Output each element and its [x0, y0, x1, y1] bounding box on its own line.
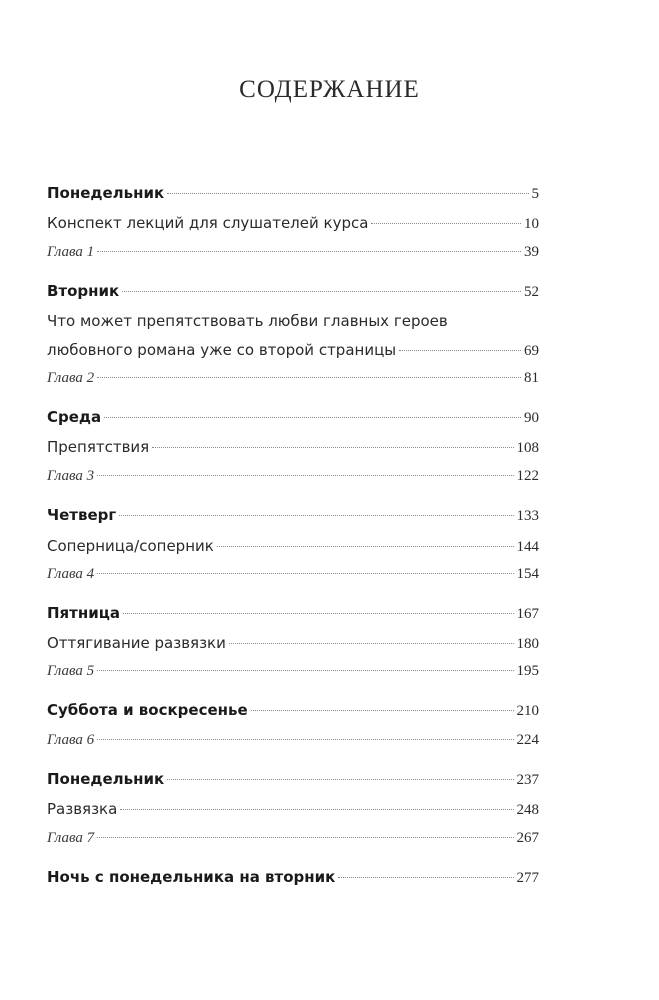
entry-label: Глава 3 — [47, 468, 95, 484]
entry-label: Глава 5 — [47, 663, 95, 679]
entry-page-number: 154 — [516, 566, 539, 582]
entry-label: Среда — [47, 408, 102, 426]
toc-entry-day[interactable] — [47, 279, 539, 303]
entry-page-number: 39 — [524, 244, 539, 260]
dot-leader — [371, 223, 521, 224]
entry-page-number: 122 — [516, 468, 539, 484]
entry-label: Препятствия — [47, 438, 150, 456]
entry-page-number: 90 — [524, 410, 539, 426]
entry-label: Развязка — [47, 800, 118, 818]
dot-leader — [167, 779, 513, 780]
entry-page-number: 81 — [524, 370, 539, 386]
dot-leader — [97, 573, 513, 574]
toc-entry-day[interactable] — [47, 601, 539, 625]
dot-leader — [97, 837, 513, 838]
toc-entry-day[interactable] — [47, 865, 539, 889]
dot-leader — [97, 377, 521, 378]
entry-label: Вторник — [47, 282, 120, 300]
toc-entry-section[interactable] — [47, 534, 539, 558]
entry-label: Глава 1 — [47, 244, 95, 260]
entry-page-number: 267 — [516, 830, 539, 846]
toc-entry-chapter[interactable] — [47, 366, 539, 390]
toc-entry-chapter[interactable] — [47, 659, 539, 683]
dot-leader — [119, 515, 513, 516]
toc-entry-section[interactable] — [47, 211, 539, 235]
entry-label: Глава 6 — [47, 732, 95, 748]
toc-entry-day[interactable] — [47, 698, 539, 722]
toc-entry-day[interactable] — [47, 181, 539, 205]
dot-leader — [167, 193, 528, 194]
dot-leader — [104, 417, 521, 418]
entry-page-number: 5 — [531, 186, 539, 202]
entry-page-number: 167 — [516, 606, 539, 622]
entry-label: Глава 2 — [47, 370, 95, 386]
entry-page-number: 133 — [516, 508, 539, 524]
toc-entry-section-first-line[interactable]: Что может препятствовать любви главных героев — [47, 312, 448, 330]
entry-label: Понедельник — [47, 770, 165, 788]
entry-page-number: 180 — [516, 636, 539, 652]
dot-leader — [97, 251, 521, 252]
toc-entry-chapter[interactable] — [47, 464, 539, 488]
entry-label: Глава 7 — [47, 830, 95, 846]
toc-entry-chapter[interactable] — [47, 826, 539, 850]
entry-page-number: 52 — [524, 284, 539, 300]
toc-entry-chapter[interactable] — [47, 562, 539, 586]
dot-leader — [123, 613, 514, 614]
entry-page-number: 195 — [516, 663, 539, 679]
entry-label: Оттягивание развязки — [47, 634, 226, 652]
entry-page-number: 277 — [516, 870, 539, 886]
toc-entry-section[interactable] — [47, 631, 539, 655]
entry-page-number: 144 — [516, 539, 539, 555]
dot-leader — [122, 291, 521, 292]
dot-leader — [152, 447, 513, 448]
entry-label: Ночь с понедельника на вторник — [47, 868, 336, 886]
page-title: СОДЕРЖАНИЕ — [239, 76, 420, 103]
dot-leader — [97, 739, 513, 740]
toc-entry-chapter[interactable] — [47, 240, 539, 264]
entry-label: Понедельник — [47, 184, 165, 202]
toc-entry-day[interactable] — [47, 405, 539, 429]
toc-entry-day[interactable] — [47, 767, 539, 791]
entry-label: Глава 4 — [47, 566, 95, 582]
dot-leader — [97, 670, 513, 671]
toc-entry-section[interactable] — [47, 435, 539, 459]
dot-leader — [251, 710, 514, 711]
toc-entry-day[interactable] — [47, 503, 539, 527]
dot-leader — [217, 546, 514, 547]
dot-leader — [120, 809, 513, 810]
entry-page-number: 108 — [516, 440, 539, 456]
entry-page-number: 224 — [516, 732, 539, 748]
entry-label: Четверг — [47, 506, 117, 524]
entry-page-number: 210 — [516, 703, 539, 719]
entry-label: любовного романа уже со второй страницы — [47, 341, 397, 359]
entry-page-number: 237 — [516, 772, 539, 788]
dot-leader — [399, 350, 521, 351]
entry-page-number: 10 — [524, 216, 539, 232]
entry-page-number: 248 — [516, 802, 539, 818]
toc-entry-section[interactable] — [47, 797, 539, 821]
entry-label: Суббота и воскресенье — [47, 701, 248, 719]
dot-leader — [338, 877, 513, 878]
entry-label: Соперница/соперник — [47, 537, 214, 555]
entry-page-number: 69 — [524, 343, 539, 359]
entry-label: Конспект лекций для слушателей курса — [47, 214, 369, 232]
toc-entry-section[interactable] — [47, 338, 539, 362]
toc-entry-chapter[interactable] — [47, 728, 539, 752]
dot-leader — [97, 475, 513, 476]
entry-label: Пятница — [47, 604, 120, 622]
dot-leader — [229, 643, 514, 644]
